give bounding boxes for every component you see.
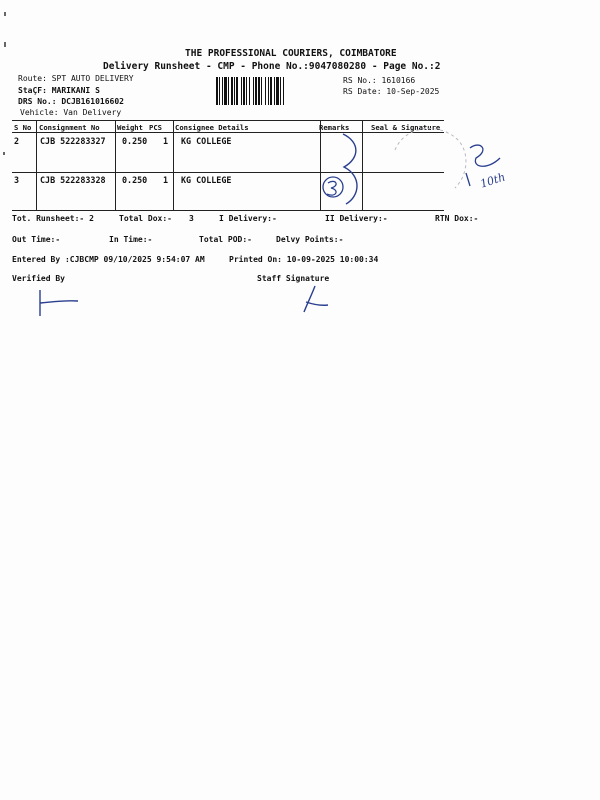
entered-by: Entered By :CJBCMP 09/10/2025 9:54:07 AM — [12, 255, 205, 264]
tot-runsheet: Tot. Runsheet:- 2 — [12, 214, 94, 223]
verified-by-signature — [40, 290, 78, 316]
row-pcs: 1 — [163, 175, 169, 185]
remarks-handwritten-mark — [343, 134, 357, 204]
staff-signature-mark — [304, 286, 328, 312]
col-header-seal: Seal & Signature — [371, 123, 441, 132]
drs-number: DRS No.: DCJB161016602 — [18, 97, 124, 106]
col-divider — [320, 120, 321, 210]
in-time: In Time:- — [109, 235, 153, 244]
rs-number: RS No.: 1610166 — [343, 76, 416, 85]
table-bottom-border — [12, 210, 444, 211]
company-title: THE PROFESSIONAL COURIERS, COIMBATORE — [185, 48, 397, 59]
row-sno: 3 — [14, 175, 20, 185]
verified-by-label: Verified By — [12, 274, 65, 283]
total-dox-value: 3 — [189, 214, 194, 223]
col-header-remarks: Remarks — [319, 123, 350, 132]
row-consignee: KG COLLEGE — [181, 136, 232, 146]
table-row-divider — [12, 172, 444, 173]
vehicle-label: Vehicle: Van Delivery — [20, 108, 122, 117]
col-header-consignment: Consignment No — [39, 123, 100, 132]
col-header-weight: Weight — [117, 123, 143, 132]
runsheet-subtitle: Delivery Runsheet - CMP - Phone No.:9047080280 - Page No.:2 — [103, 61, 441, 72]
col-header-pcs: PCS — [149, 123, 162, 132]
row-sno: 2 — [14, 136, 20, 146]
col-divider — [362, 120, 363, 210]
staff-signature-label: Staff Signature — [257, 274, 330, 283]
ii-delivery: II Delivery:- — [325, 214, 388, 223]
out-time: Out Time:- — [12, 235, 61, 244]
row-consignment: CJB 522283328 — [40, 175, 106, 185]
scan-edge-mark — [4, 12, 6, 16]
total-pod: Total POD:- — [199, 235, 252, 244]
row-pcs: 1 — [163, 136, 169, 146]
remarks-circle-mark — [323, 177, 343, 197]
col-header-consignee: Consignee Details — [175, 123, 249, 132]
row-weight: 0.250 — [122, 136, 148, 146]
scan-edge-mark — [3, 152, 5, 155]
table-top-border — [12, 120, 444, 121]
row-weight: 0.250 — [122, 175, 148, 185]
total-dox-label: Total Dox:- — [119, 214, 172, 223]
printed-on: Printed On: 10-09-2025 10:00:34 — [229, 255, 379, 264]
staff-label: StaÇF: MARIKANI S — [18, 86, 100, 95]
i-delivery: I Delivery:- — [219, 214, 277, 223]
row-consignment: CJB 522283327 — [40, 136, 106, 146]
rtn-dox: RTN Dox:- — [435, 214, 479, 223]
table-header-border — [12, 132, 444, 133]
scan-edge-mark — [4, 42, 6, 47]
seal-handwritten-note: 10th — [478, 170, 507, 191]
row-consignee: KG COLLEGE — [181, 175, 232, 185]
seal-stamp — [395, 129, 466, 188]
col-divider — [173, 120, 174, 210]
route-label: Route: SPT AUTO DELIVERY — [18, 74, 134, 83]
delvy-points: Delvy Points:- — [276, 235, 344, 244]
rs-date: RS Date: 10-Sep-2025 — [343, 87, 440, 96]
col-divider — [115, 120, 116, 210]
col-header-sno: S No — [14, 123, 32, 132]
col-divider — [36, 120, 37, 210]
barcode-bar — [284, 77, 286, 105]
barcode — [216, 77, 336, 105]
